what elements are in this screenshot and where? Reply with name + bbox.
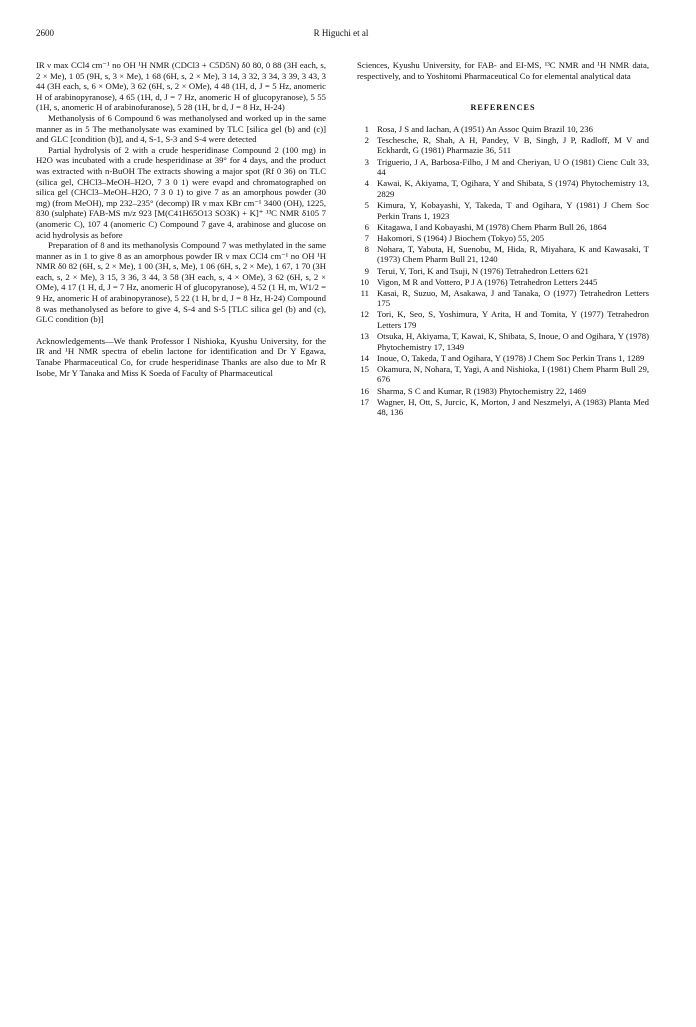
reference-text: Kawai, K, Akiyama, T, Ogihara, Y and Shibata, S (1974) Phytochemistry 13, 2829 [377,178,649,199]
reference-item [357,353,649,364]
reference-item [357,364,649,385]
reference-text: Nohara, T, Yabuta, H, Suenobu, M, Hida, R, Miyahara, K and Kawasaki, T (1973) Chem Pharm Bull 21, 1240 [377,243,649,265]
reference-item [357,233,649,244]
running-header [36,28,646,42]
reference-text: Otsuka, H, Akiyama, T, Kawai, K, Shibata, S, Inoue, O and Ogihara, Y (1978) Phytochemistry 17, 1349 [377,331,649,352]
reference-number: 8 [364,243,369,254]
reference-text: Okamura, N, Nohara, T, Yagi, A and Nishioka, I (1981) Chem Pharm Bull 29, 676 [377,363,649,385]
reference-text: Rosa, J S and Iachan, A (1951) An Assoc Quim Brazil 10, 236 [377,123,593,134]
page-number: 2600 [36,28,54,38]
reference-text: Kitagawa, I and Kobayashi, M (1978) Chem Pharm Bull 26, 1864 [377,221,607,232]
reference-number: 5 [364,199,369,210]
reference-text: Wagner, H, Ott, S, Jurcic, K, Morton, J and Neszmelyi, A (1983) Planta Med 48, 136 [377,396,649,418]
paragraph-acknowledgements: Acknowledgements—We thank Professor I Nishioka, Kyushu University, for the IR and ¹H NMR spectra of ebelin lactone for identification and Dr Y Egawa, Tanabe Pharmaceutical Co, for crude hesperidinase Thanks are also due to Mr R Isobe, Mr Y Tanaka and Miss K Soeda of Faculty of Pharmaceutical [36,335,326,378]
reference-number: 13 [360,331,369,342]
reference-number: 1 [364,123,369,134]
reference-item [357,157,649,178]
reference-list [357,124,649,418]
reference-item [357,277,649,288]
reference-number: 17 [360,396,369,407]
paragraph-methanolysis-6: Methanolysis of 6 Compound 6 was methanolysed and worked up in the same manner as in 5 The methanolysate was examined by TLC [silica gel (b) and (c)] and GLC [condition (b)], and 4, S-1, S-3 and S-4 were detected [36,112,326,145]
reference-item [357,397,649,418]
right-column [357,60,649,418]
reference-text: Kimura, Y, Kobayashi, Y, Takeda, T and Ogihara, Y (1981) J Chem Soc Perkin Trans 1, 1923 [377,199,649,221]
paragraph-acknowledgements-cont: Sciences, Kyushu University, for FAB- and EI-MS, ¹³C NMR and ¹H NMR data, respectively, and to Yoshitomi Pharmaceutical Co for elemental analytical data [357,60,649,81]
reference-text: Vigon, M R and Vottero, P J A (1976) Tetrahedron Letters 2445 [377,276,598,287]
reference-number: 15 [360,363,369,374]
reference-number: 6 [364,221,369,232]
paragraph-spectra-6: IR ν max CCl4 cm⁻¹ no OH ¹H NMR (CDCl3 + C5D5N) δ0 80, 0 88 (3H each, s, 2 × Me), 1 05 (9H, s, 3 × Me), 1 68 (6H, s, 2 × Me), 3 14, 3 32, 3 34, 3 39, 3 43, 3 44 (3H each, s, 6 × OMe), 3 62 (6H, s, 2 × OMe), 4 48 (1H, d, J = 5 Hz, anomeric H of arabinopyranose), 4 65 (1H, d, J = 7 Hz, anomeric H of glucopyranose), 5 55 (1H, s, anomeric H of arabinofuranose), 5 28 (1H, br d, J = 8 Hz, H-24) [36,60,326,113]
reference-number: 16 [360,385,369,396]
reference-number: 4 [364,178,369,189]
paragraph-partial-hydrolysis: Partial hydrolysis of 2 with a crude hesperidinase Compound 2 (100 mg) in H2O was incubated with a crude hesperidinase at 39° for 4 days, and the product was extracted with n-BuOH The extracts showing a major spot (Rf 0 36) on TLC (silica gel, CHCl3–MeOH–H2O, 7 3 0 1) were evapd and chromatographed on silica gel (CHCl3–MeOH–H2O, 7 3 0 1) to give 7 as an amorphous powder (30 mg) (from MeOH), mp 232–235° (decomp) IR ν max KBr cm⁻¹ 3400 (OH), 1225, 830 (sulphate) FAB-MS m/z 923 [M(C41H65O13 SO3K) + K]⁺ ¹³C NMR δ105 7 (anomeric C), 107 4 (anomeric C) Compound 7 gave 4, arabinose and glucose on acid hydrolysis as before [36,144,326,240]
running-author: R Higuchi et al [313,28,369,38]
reference-number: 7 [364,232,369,243]
reference-number: 2 [364,134,369,145]
reference-text: Tori, K, Seo, S, Yoshimura, Y Arita, H and Tomita, Y (1977) Tetrahedron Letters 179 [377,309,649,330]
paragraph-preparation-8: Preparation of 8 and its methanolysis Compound 7 was methylated in the same manner as in 1 to give 8 as an amorphous powder IR ν max CCl4 cm⁻¹ no OH ¹H NMR δ0 82 (6H, s, 2 × Me), 1 00 (3H, s, Me), 1 06 (6H, s, 2 × Me), 1 67, 1 70 (3H each, s, 2 × Me), 3 15, 3 36, 3 44, 3 58 (3H each, s, 4 × OMe), 3 62 (6H, s, 2 × OMe), 4 17 (1 H, d, J = 7 Hz, anomeric H of glucopyranose), 4 52 (1 H, m, W1/2 = 9 Hz, anomeric H of arabinopyranose), 5 22 (1 H, br d, J = 8 Hz, H-24) Compound 8 was methanolysed as before to give 4, S-4 and S-5 [TLC silica gel (b) and (c), GLC condition (b)] [36,240,326,325]
reference-number: 10 [360,276,369,287]
references-heading: REFERENCES [470,103,536,113]
left-column [36,60,326,378]
reference-item [357,288,649,309]
reference-item [357,244,649,265]
reference-number: 14 [360,352,369,363]
reference-number: 3 [364,156,369,167]
reference-item [357,331,649,352]
reference-text: Sharma, S C and Kumar, R (1983) Phytochemistry 22, 1469 [377,385,587,396]
reference-text: Terui, Y, Tori, K and Tsuji, N (1976) Tetrahedron Letters 621 [377,265,589,276]
reference-item [357,135,649,156]
reference-text: Triguerio, J A, Barbosa-Filho, J M and Cheriyan, U O (1981) Cienc Cult 33, 44 [377,156,649,178]
reference-number: 9 [364,265,369,276]
reference-item [357,178,649,199]
reference-number: 12 [360,309,369,320]
reference-text: Kasai, R, Suzuo, M, Asakawa, J and Tanaka, O (1977) Tetrahedron Letters 175 [377,287,649,309]
reference-item [357,266,649,277]
reference-number: 11 [360,287,369,298]
reference-text: Teschesche, R, Shah, A H, Pandey, V B, Singh, J P, Radloff, M V and Eckhardt, G (1981) Pharmazie 36, 511 [377,134,649,156]
reference-item [357,124,649,135]
reference-text: Inoue, O, Takeda, T and Ogihara, Y (1978) J Chem Soc Perkin Trans 1, 1289 [377,352,645,363]
reference-item [357,386,649,397]
reference-item [357,222,649,233]
reference-item [357,200,649,221]
reference-item [357,309,649,330]
reference-text: Hakomori, S (1964) J Biochem (Tokyo) 55, 205 [377,232,545,243]
